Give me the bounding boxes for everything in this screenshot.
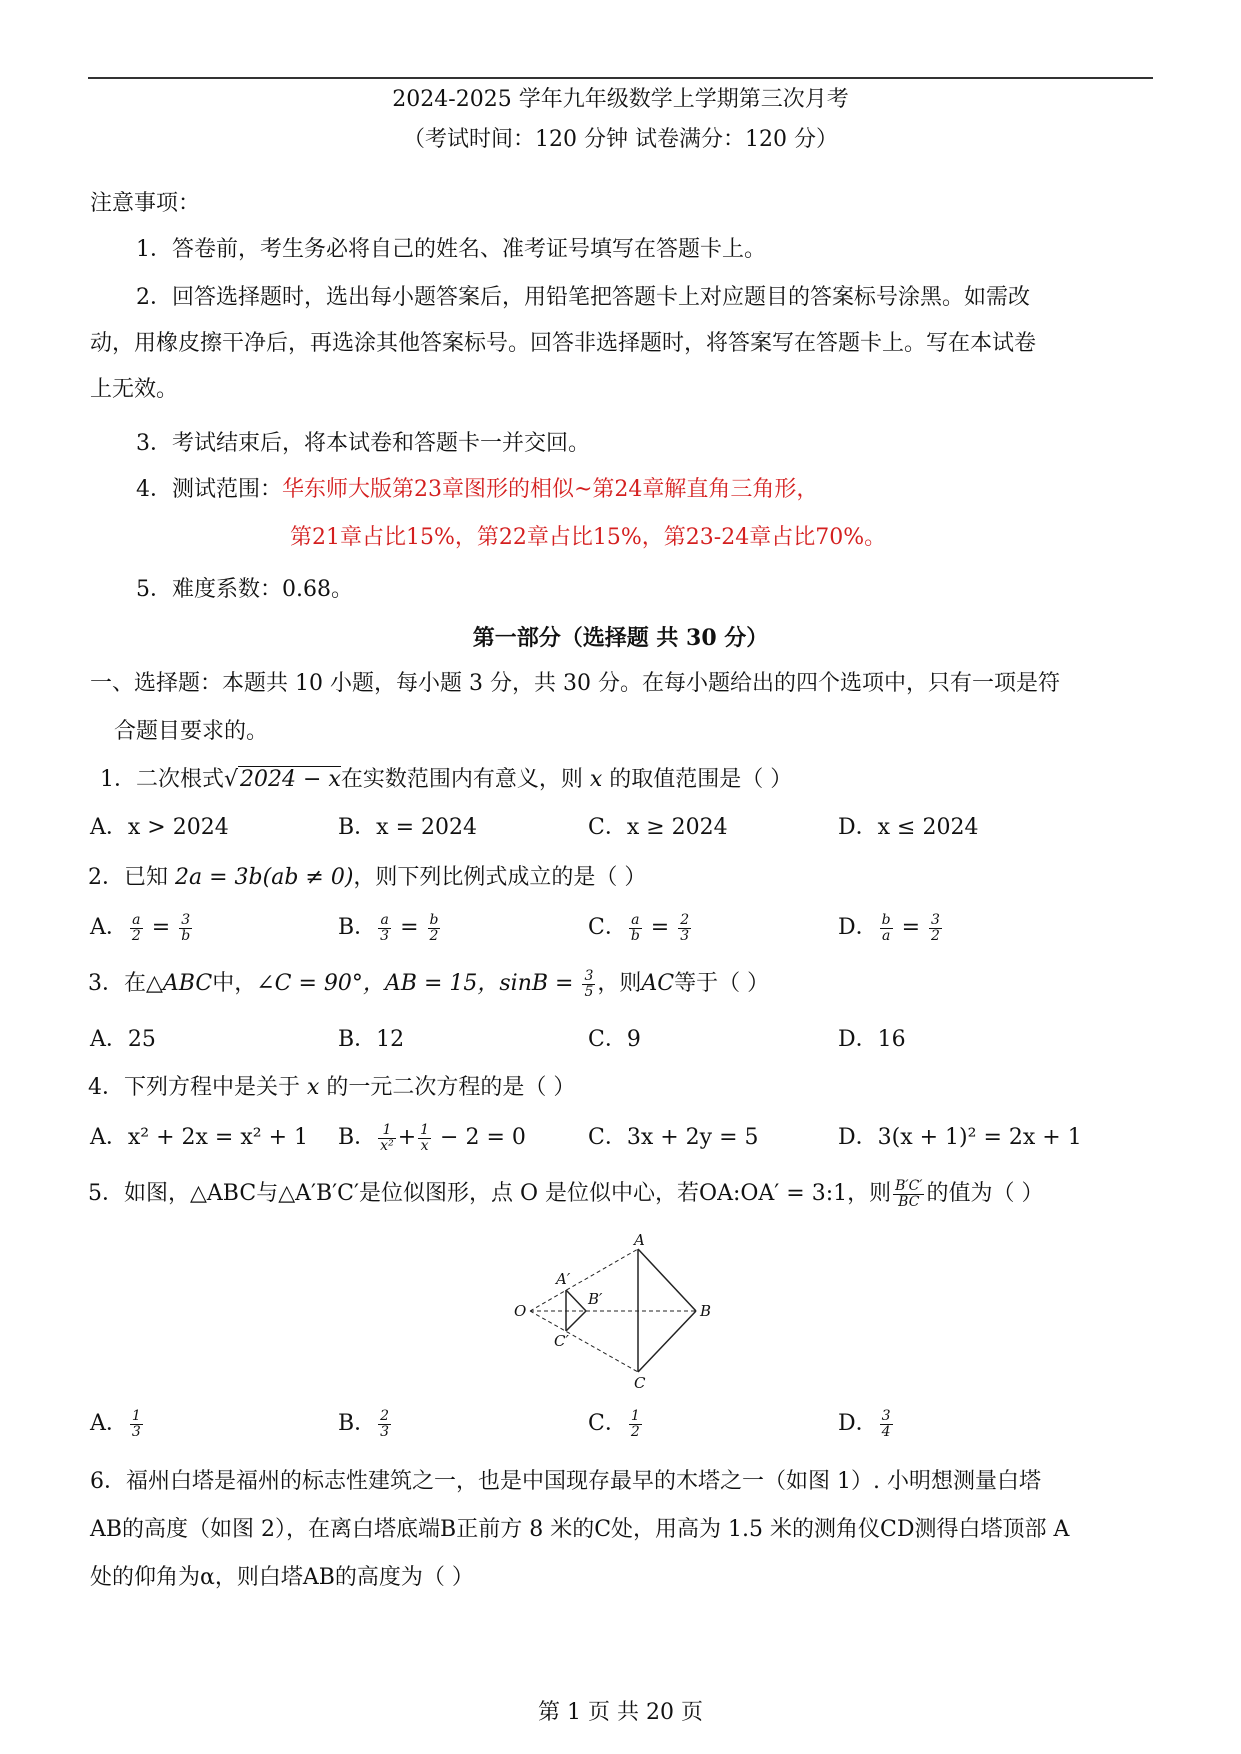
q1-pre: 1．二次根式	[100, 767, 224, 792]
q4-pre: 4．下列方程中是关于	[88, 1075, 300, 1100]
q3-option-d[interactable]: D．16	[838, 1027, 906, 1052]
notice-item-5: 5．难度系数：0.68。	[136, 577, 353, 602]
q5-b-label: B．	[338, 1411, 377, 1436]
q2-option-d[interactable]: D． $\frac{b}{a}$ = $\frac{3}{2}$	[838, 911, 940, 944]
q4-b-rest: − 2 = 0	[433, 1125, 526, 1150]
q5-d-label: D．	[838, 1411, 878, 1436]
label-b-prime: B′	[588, 1290, 603, 1308]
q5-b-frac: $\frac{2}{3}$	[380, 1407, 390, 1440]
part1-heading: 第一部分（选择题 共 30 分）	[472, 625, 769, 651]
q5-option-d[interactable]	[838, 1408, 895, 1440]
q2-d-label: D．	[838, 915, 878, 940]
test-scope: 华东师大版第23章图形的相似~第24章解直角三角形，	[282, 477, 819, 502]
q2-a-frac-left: $\frac{a}{2}$	[131, 911, 141, 944]
q2-c-label: C．	[588, 915, 627, 940]
q2-a-label: A．	[90, 915, 128, 940]
question-5	[88, 1178, 1153, 1210]
exam-title: 2024-2025 学年九年级数学上学期第三次月考	[392, 87, 849, 112]
q5-option-c[interactable]	[588, 1408, 644, 1440]
question-1: 1．二次根式√2024 − x在实数范围内有意义，则 x 的取值范围是（ ）	[100, 767, 793, 792]
notice-item-4	[136, 474, 1153, 506]
q2-post: ，则下列比例式成立的是（ ）	[353, 865, 647, 890]
q3-post: ，则	[597, 971, 642, 996]
q3-sin-frac: $\frac{3}{5}$	[584, 967, 594, 1000]
q1-option-c[interactable]: C．x ≥ 2024	[588, 815, 728, 840]
q2-a-frac-right: $\frac{3}{b}$	[181, 911, 191, 944]
notice-item-2-line3: 上无效。	[90, 377, 179, 402]
q2-d-frac-right: $\frac{3}{2}$	[931, 911, 940, 944]
label-c: C	[634, 1374, 646, 1392]
q2-c-frac-right: $\frac{2}{3}$	[680, 911, 690, 944]
notice-item-1: 1．答卷前，考生务必将自己的姓名、准考证号填写在答题卡上。	[136, 237, 766, 262]
q2-pre: 2．已知	[88, 865, 175, 890]
q3-option-b[interactable]: B．12	[338, 1027, 405, 1052]
q3-option-c[interactable]: C．9	[588, 1027, 641, 1052]
q5-text: 5．如图，△ABC与△A′B′C′是位似图形，点 O 是位似中心，若OA:OA′ = 3:1，则	[88, 1181, 892, 1206]
q5-d-frac: $\frac{3}{4}$	[881, 1407, 891, 1440]
q3-option-a[interactable]: A．25	[90, 1027, 156, 1052]
q2-c-frac-left: $\frac{a}{b}$	[630, 911, 640, 944]
q2-option-c[interactable]: C． $\frac{a}{b}$ = $\frac{2}{3}$	[588, 911, 690, 944]
label-a-prime: A′	[556, 1270, 571, 1288]
q2-option-b[interactable]: B． $\frac{a}{3}$ = $\frac{b}{2}$	[338, 911, 439, 944]
q3-pre: 3．在△	[88, 971, 163, 996]
q3-ac: AC	[641, 971, 675, 996]
q4-option-d[interactable]: D．3(x + 1)² = 2x + 1	[838, 1125, 1082, 1150]
question-6-line3: 处的仰角为α，则白塔AB的高度为（ ）	[90, 1565, 474, 1590]
q2-d-frac-left: $\frac{b}{a}$	[881, 911, 891, 944]
q5-c-frac: $\frac{1}{2}$	[630, 1407, 640, 1440]
exam-subtitle: （考试时间：120 分钟 试卷满分：120 分）	[403, 127, 838, 152]
question-6-line2: AB的高度（如图 2），在离白塔底端B正前方 8 米的C处，用高为 1.5 米的测角仪CD测得白塔顶部 A	[90, 1517, 1070, 1542]
q4-post: 的一元二次方程的是（ ）	[326, 1075, 576, 1100]
label-b: B	[700, 1302, 712, 1320]
q4-b-frac2: $\frac{1}{x}$	[420, 1121, 430, 1154]
q4-option-c[interactable]: C．3x + 2y = 5	[588, 1125, 759, 1150]
top-rule	[88, 77, 1153, 79]
q5-option-a[interactable]	[90, 1408, 145, 1440]
notice-item-2-line2: 动，用橡皮擦干净后，再选涂其他答案标号。回答非选择题时，将答案写在答题卡上。写在本试卷	[90, 331, 1037, 356]
question-3	[88, 968, 1153, 1000]
q1-post2: 的取值范围是（ ）	[609, 767, 793, 792]
q2-b-label: B．	[338, 915, 377, 940]
q2-equation: 2a = 3b(ab ≠ 0)	[175, 865, 354, 890]
label-c-prime: C′	[554, 1332, 569, 1350]
label-a: A	[634, 1232, 645, 1249]
question-4	[88, 1072, 1153, 1104]
question-6-line1: 6．福州白塔是福州的标志性建筑之一，也是中国现存最早的木塔之一（如图 1）. 小明想测量白塔	[90, 1469, 1041, 1494]
q1-option-a[interactable]: A．x > 2024	[90, 815, 229, 840]
notice-heading: 注意事项：	[90, 191, 201, 216]
q1-option-b[interactable]: B．x = 2024	[338, 815, 477, 840]
q5-option-b[interactable]	[338, 1408, 393, 1440]
page-footer: 第 1 页 共 20 页	[538, 1700, 703, 1725]
section-heading-line2: 合题目要求的。	[114, 719, 269, 744]
q3-triangle: ABC	[162, 971, 213, 996]
notice-item-4-prefix: 4．测试范围：	[136, 477, 282, 502]
q5-ratio-frac: $\frac{B'C'}{BC}$	[895, 1177, 923, 1210]
label-o: O	[514, 1302, 527, 1320]
homothety-figure	[510, 1232, 730, 1392]
q3-post2: 等于（ ）	[674, 971, 770, 996]
test-scope-ratio: 第21章占比15%，第22章占比15%，第23-24章占比70%。	[290, 525, 887, 550]
q5-a-label: A．	[90, 1411, 128, 1436]
q4-b-label: B．	[338, 1125, 377, 1150]
q3-conditions: ∠C = 90°，AB = 15，sinB =	[256, 971, 581, 996]
q4-option-a[interactable]: A．x² + 2x = x² + 1	[90, 1125, 309, 1150]
q1-var: x	[589, 767, 603, 792]
q2-option-a[interactable]: A． $\frac{a}{2}$ = $\frac{3}{b}$	[90, 911, 191, 944]
q3-mid: 中，	[212, 971, 257, 996]
question-2	[88, 862, 1153, 894]
q5-c-label: C．	[588, 1411, 627, 1436]
q2-b-frac-left: $\frac{a}{3}$	[380, 911, 390, 944]
q4-b-frac1: $\frac{1}{\text{x²}}$	[380, 1121, 394, 1154]
q4-var: x	[307, 1075, 320, 1100]
q1-post: 在实数范围内有意义，则	[340, 767, 583, 792]
q1-radicand: 2024 − x	[240, 767, 341, 792]
section-heading-line1: 一、选择题：本题共 10 小题，每小题 3 分，共 30 分。在每小题给出的四个选项中，只有一项是符	[90, 671, 1060, 696]
q5-post: 的值为（ ）	[926, 1181, 1044, 1206]
q2-b-frac-right: $\frac{b}{2}$	[429, 911, 439, 944]
q4-option-b[interactable]: B． $\frac{1}{\text{x²}}$ + $\frac{1}{x}$ − 2 = 0	[338, 1121, 526, 1154]
q1-option-d[interactable]: D．x ≤ 2024	[838, 815, 979, 840]
notice-item-3: 3．考试结束后，将本试卷和答题卡一并交回。	[136, 431, 590, 456]
q5-a-frac: $\frac{1}{3}$	[131, 1407, 141, 1440]
notice-item-2-line1: 2．回答选择题时，选出每小题答案后，用铅笔把答题卡上对应题目的答案标号涂黑。如需改	[136, 285, 1031, 310]
